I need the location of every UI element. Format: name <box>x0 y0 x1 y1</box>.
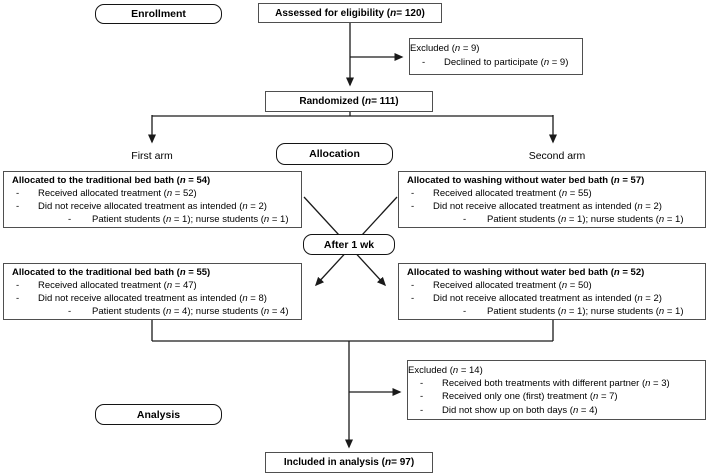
allocation-item: - Did not receive allocated treatment as intended (n = 2) <box>4 200 301 213</box>
randomized-box: Randomized ( n = 111) <box>265 91 433 112</box>
allocation-item: - Received allocated treatment (n = 55) <box>399 187 705 200</box>
second-arm-after1wk-title: Allocated to washing without water bed bath (n = 52) <box>407 267 645 278</box>
excluded-analysis-title: Excluded (n = 14) <box>408 365 483 376</box>
allocation-item: - Received allocated treatment (n = 52) <box>4 187 301 200</box>
allocation-item: - Received allocated treatment (n = 47) <box>4 279 301 292</box>
first-arm-allocation-title: Allocated to the traditional bed bath (n = 54) <box>12 175 211 186</box>
allocation-subitem: - Patient students (n = 4); nurse students (n = 4) <box>4 305 301 318</box>
first-arm-after1wk-title: Allocated to the traditional bed bath (n = 55) <box>12 267 211 278</box>
allocation-subitem: - Patient students (n = 1); nurse students (n = 1) <box>399 305 705 318</box>
allocation-subitem: - Patient students (n = 1); nurse students (n = 1) <box>4 213 301 226</box>
stage-label-allocation: Allocation <box>276 143 393 165</box>
allocation-item: - Did not receive allocated treatment as intended (n = 2) <box>399 200 705 213</box>
excluded-analysis-item: - Received both treatments with different partner (n = 3) <box>408 377 705 390</box>
stage-label-enrollment: Enrollment <box>95 4 222 24</box>
excluded-enrollment-item: - Declined to participate (n = 9) <box>410 56 582 70</box>
excluded-analysis-box <box>407 360 706 420</box>
first-arm-allocation-box <box>3 171 302 228</box>
first-arm-label: First arm <box>131 150 173 162</box>
included-analysis-box: Included in analysis ( n = 97) <box>265 452 433 473</box>
first-arm-after1wk-box <box>3 263 302 320</box>
excluded-enrollment-title: Excluded (n = 9) <box>410 43 480 54</box>
excluded-analysis-item: - Did not show up on both days (n = 4) <box>408 404 705 417</box>
allocation-item: - Received allocated treatment (n = 50) <box>399 279 705 292</box>
second-arm-allocation-title: Allocated to washing without water bed bath (n = 57) <box>407 175 645 186</box>
excluded-analysis-item: - Received only one (first) treatment (n = 7) <box>408 390 705 403</box>
stage-label-analysis: Analysis <box>95 404 222 425</box>
second-arm-after1wk-box <box>398 263 706 320</box>
assessed-eligibility-box: Assessed for eligibility ( n = 120) <box>258 3 442 23</box>
excluded-enrollment-box <box>409 38 583 75</box>
allocation-item: - Did not receive allocated treatment as intended (n = 2) <box>399 292 705 305</box>
allocation-item: - Did not receive allocated treatment as intended (n = 8) <box>4 292 301 305</box>
stage-label-after-1wk: After 1 wk <box>303 234 395 255</box>
second-arm-label: Second arm <box>528 150 586 162</box>
allocation-subitem: - Patient students (n = 1); nurse students (n = 1) <box>399 213 705 226</box>
second-arm-allocation-box <box>398 171 706 228</box>
